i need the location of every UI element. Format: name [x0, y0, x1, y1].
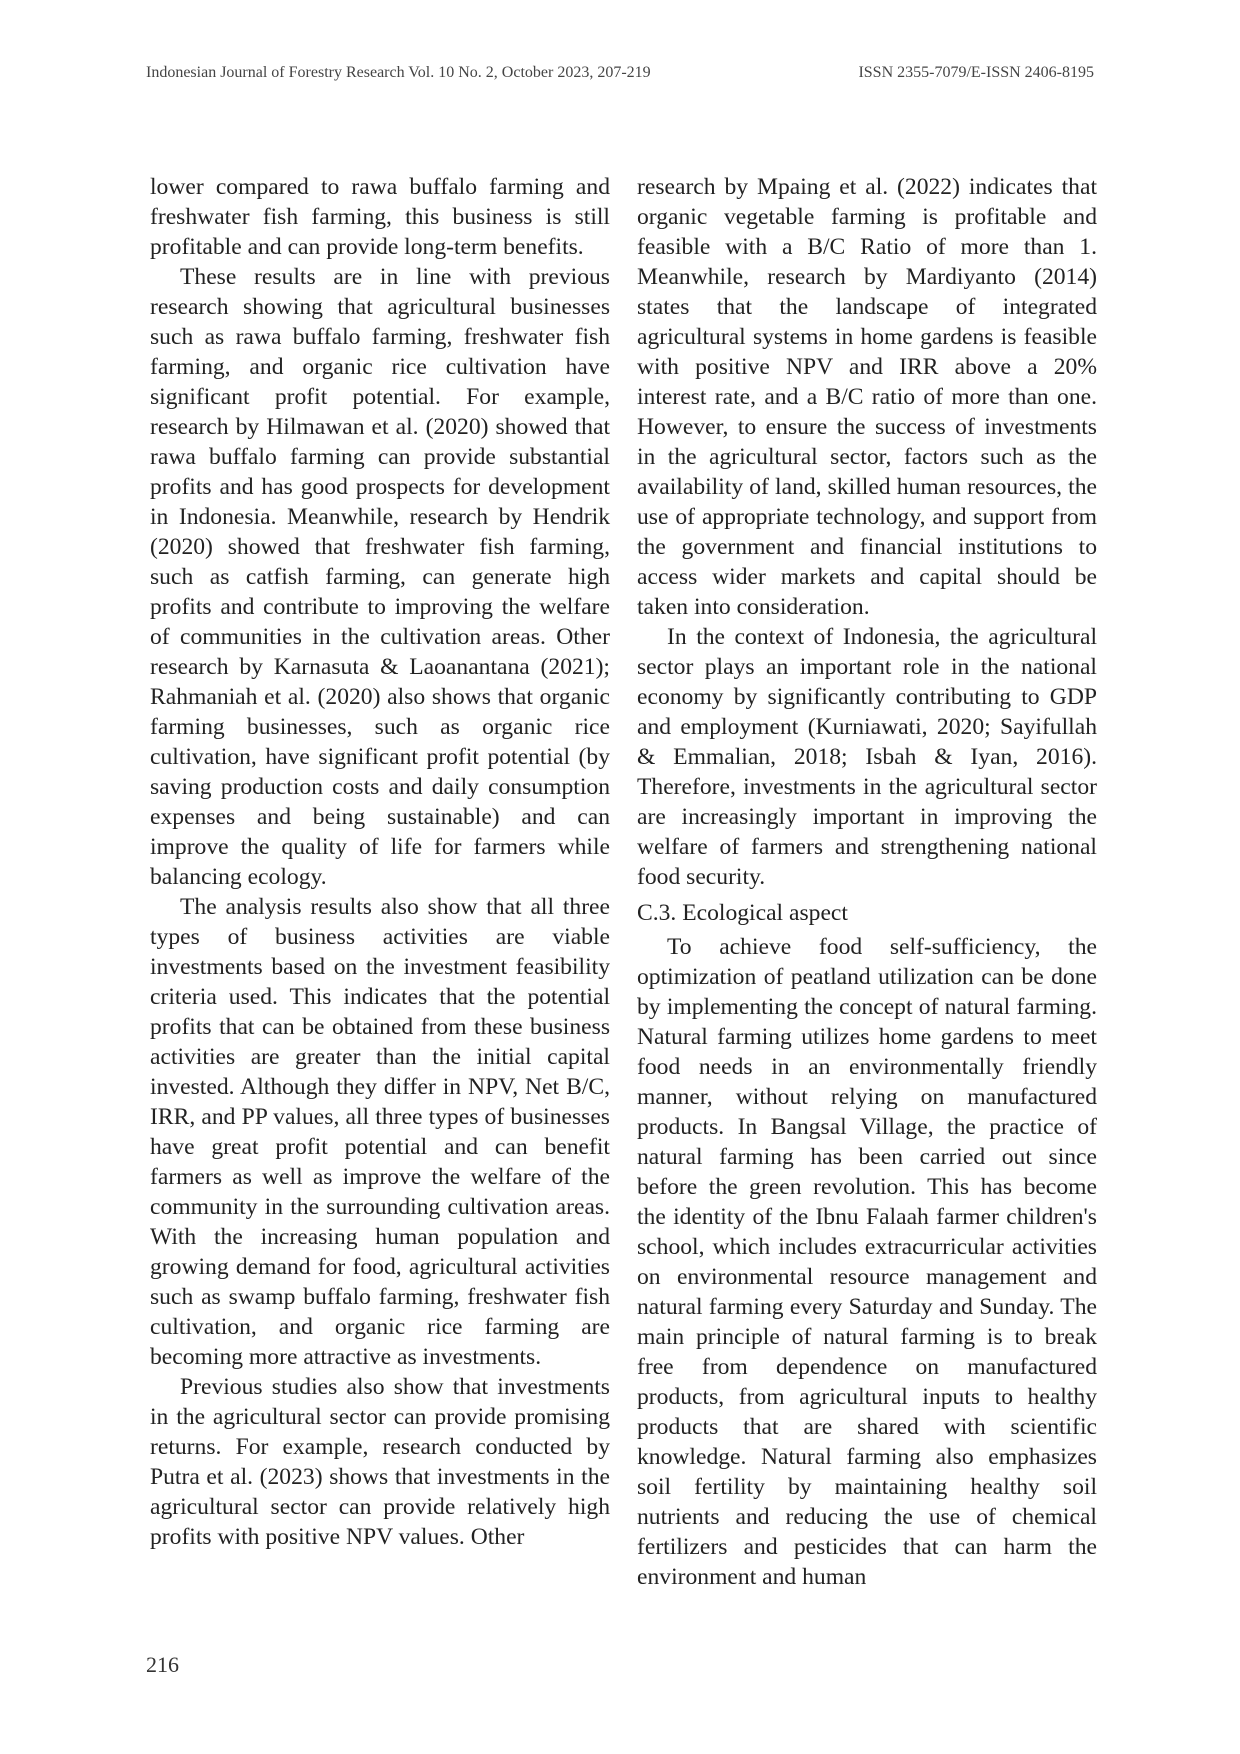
running-header — [146, 64, 1094, 82]
paragraph: These results are in line with previous research showing that agricultural businesses such as rawa buffalo farming, freshwater fish farming, and organic rice cultivation have significant profit potential. For example, research by Hilmawan et al. (2020) showed that rawa buffalo farming can provide substantial profits and has good prospects for development in Indonesia. Meanwhile, research by Hendrik (2020) showed that freshwater fish farming, such as catfish farming, can generate high profits and contribute to improving the welfare of communities in the cultivation areas. Other research by Karnasuta & Laoanantana (2021); Rahmaniah et al. (2020) also shows that organic farming businesses, such as organic rice cultivation, have significant profit potential (by saving production costs and daily consumption expenses and being sustainable) and can improve the quality of life for farmers while balancing ecology. — [150, 264, 610, 890]
paragraph: The analysis results also show that all three types of business activities are viable investments based on the investment feasibility criteria used. This indicates that the potential profits that can be obtained from these business activities are greater than the initial capital invested. Although they differ in NPV, Net B/C, IRR, and PP values, all three types of businesses have great profit potential and can benefit farmers as well as improve the welfare of the community in the surrounding cultivation areas. With the increasing human population and growing demand for food, agricultural activities such as swamp buffalo farming, freshwater fish cultivation, and organic rice farming are becoming more attractive as investments. — [150, 894, 610, 1370]
left-column — [150, 172, 610, 1552]
paragraph: To achieve food self-sufficiency, the optimization of peatland utilization can be done by implementing the concept of natural farming. Natural farming utilizes home gardens to meet food needs in an environmentally friendly manner, without relying on manufactured products. In Bangsal Village, the practice of natural farming has been carried out since before the green revolution. This has become the identity of the Ibnu Falaah farmer children's school, which includes extracurricular activities on environmental resource management and natural farming every Saturday and Sunday. The main principle of natural farming is to break free from dependence on manufactured products, from agricultural inputs to healthy products that are shared with scientific knowledge. Natural farming also emphasizes soil fertility by maintaining healthy soil nutrients and reducing the use of chemical fertilizers and pesticides that can harm the environment and human — [637, 934, 1097, 1590]
page-number: 216 — [146, 1652, 179, 1677]
section-heading: C.3. Ecological aspect — [637, 900, 848, 926]
right-column — [637, 172, 1097, 1592]
paragraph: research by Mpaing et al. (2022) indicates that organic vegetable farming is profitable and feasible with a B/C Ratio of more than 1. Meanwhile, research by Mardiyanto (2014) states that the landscape of integrated agricultural systems in home gardens is feasible with positive NPV and IRR above a 20% interest rate, and a B/C ratio of more than one. However, to ensure the success of investments in the agricultural sector, factors such as the availability of land, skilled human resources, the use of appropriate technology, and support from the government and financial institutions to access wider markets and capital should be taken into consideration. — [637, 174, 1097, 620]
paragraph: lower compared to rawa buffalo farming and freshwater fish farming, this business is still profitable and can provide long-term benefits. — [150, 174, 610, 260]
issn-text: ISSN 2355-7079/E-ISSN 2406-8195 — [858, 64, 1094, 81]
paragraph: Previous studies also show that investments in the agricultural sector can provide promising returns. For example, research conducted by Putra et al. (2023) shows that investments in the agricultural sector can provide relatively high profits with positive NPV values. Other — [150, 1374, 610, 1550]
paragraph: In the context of Indonesia, the agricultural sector plays an important role in the national economy by significantly contributing to GDP and employment (Kurniawati, 2020; Sayifullah & Emmalian, 2018; Isbah & Iyan, 2016). Therefore, investments in the agricultural sector are increasingly important in improving the welfare of farmers and strengthening national food security. — [637, 624, 1097, 890]
journal-citation: Indonesian Journal of Forestry Research Vol. 10 No. 2, October 2023, 207-219 — [146, 64, 651, 81]
